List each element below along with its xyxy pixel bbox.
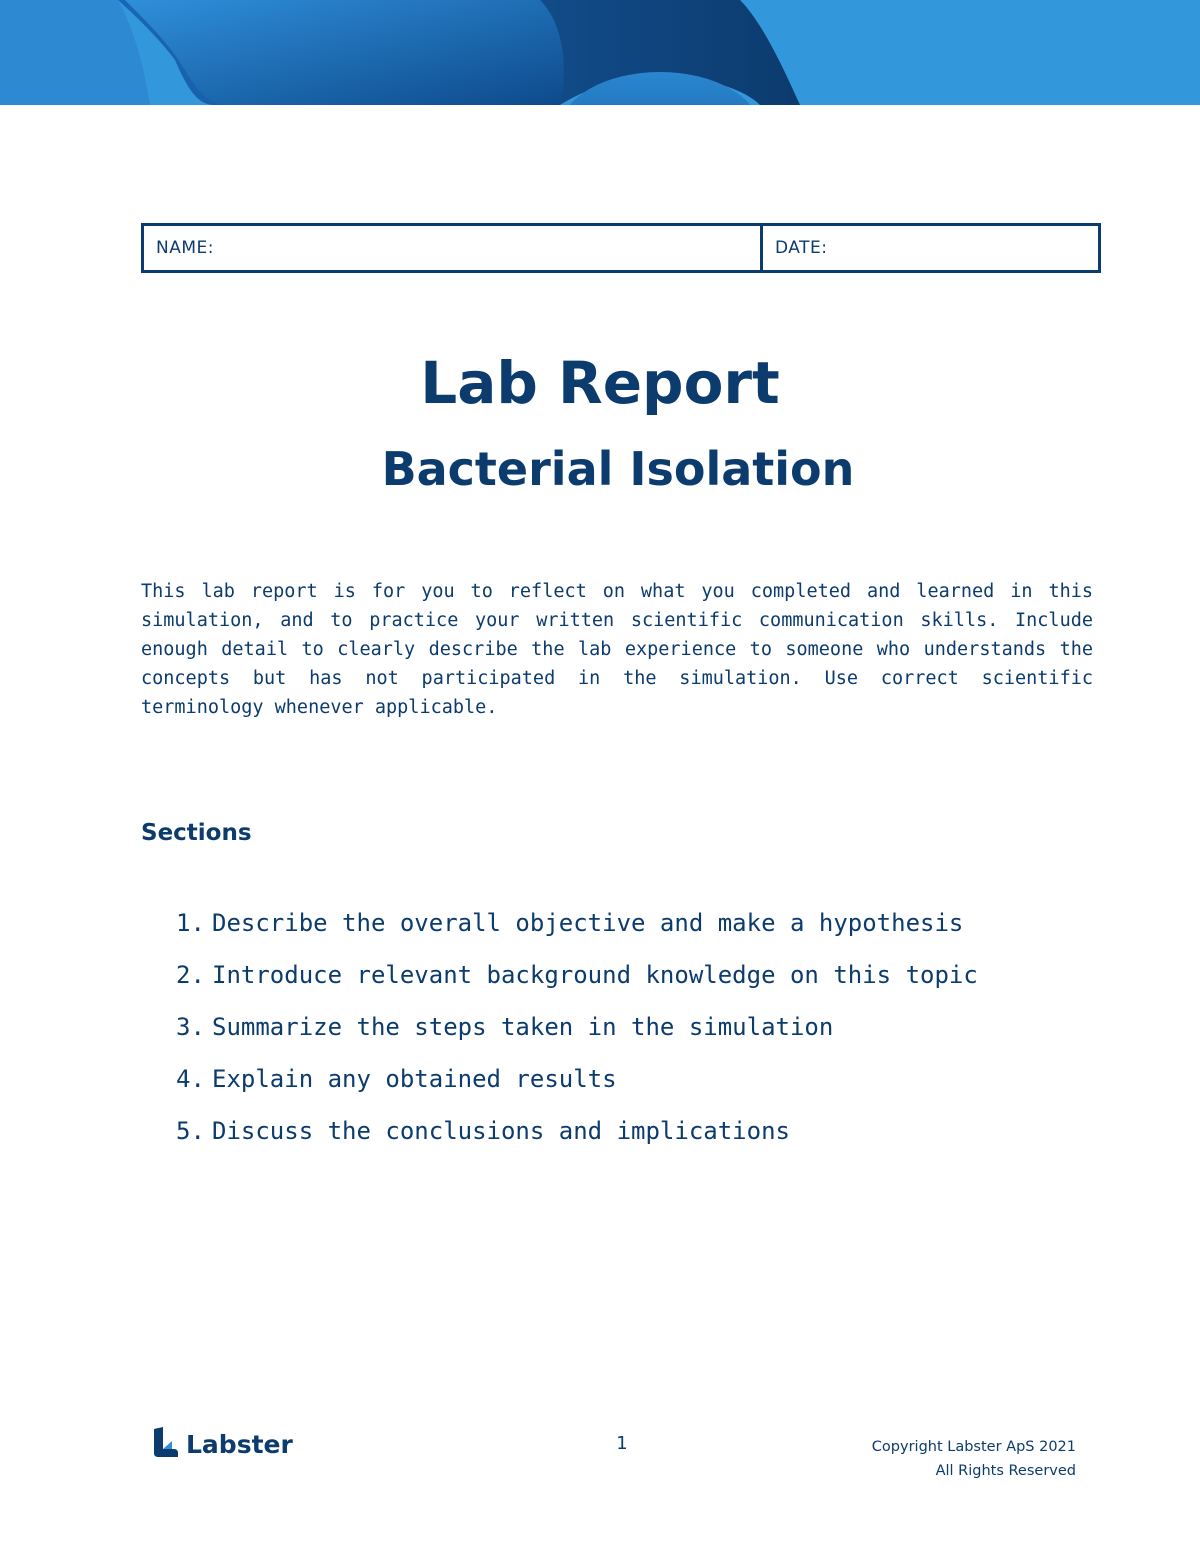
sections-list — [176, 900, 978, 1160]
list-item-number: 5. — [176, 1117, 205, 1145]
name-date-table — [141, 223, 1101, 273]
logo-text: Labster — [186, 1429, 293, 1459]
labster-logo — [152, 1427, 293, 1461]
list-item-text: Introduce relevant background knowledge on this topic — [212, 961, 978, 989]
page-title: Lab Report — [420, 349, 780, 417]
list-item — [176, 1056, 978, 1108]
page-number: 1 — [616, 1433, 628, 1454]
name-label: NAME: — [156, 238, 214, 258]
list-item — [176, 900, 978, 952]
list-item-number: 3. — [176, 1013, 205, 1041]
list-item — [176, 1004, 978, 1056]
list-item-text: Describe the overall objective and make a hypothesis — [212, 909, 964, 937]
intro-paragraph: This lab report is for you to reflect on what you completed and learned in this simulation, and to practice your written scientific communication skills. Include enough detail to clearly describe the lab experience to someone who understands the concepts but has not participated in the simulation. Use correct scientific terminology whenever applicable. — [141, 581, 1093, 718]
sections-heading: Sections — [141, 820, 252, 846]
date-field[interactable] — [763, 226, 1098, 270]
list-item-text: Explain any obtained results — [212, 1065, 617, 1093]
list-item-text: Summarize the steps taken in the simulation — [212, 1013, 834, 1041]
copyright-line: Copyright Labster ApS 2021 — [871, 1439, 1076, 1455]
header-banner — [0, 0, 1200, 105]
page-subtitle: Bacterial Isolation — [381, 442, 855, 496]
labster-logo-icon — [152, 1427, 180, 1461]
list-item-number: 4. — [176, 1065, 205, 1093]
list-item-text: Discuss the conclusions and implications — [212, 1117, 790, 1145]
copyright-notice — [872, 1435, 1076, 1483]
list-item-number: 1. — [176, 909, 205, 937]
list-item-number: 2. — [176, 961, 205, 989]
rights-line: All Rights Reserved — [935, 1463, 1076, 1479]
date-label: DATE: — [775, 238, 828, 258]
banner-graphic — [0, 0, 1200, 105]
list-item — [176, 952, 978, 1004]
list-item — [176, 1108, 978, 1160]
name-field[interactable] — [144, 226, 763, 270]
